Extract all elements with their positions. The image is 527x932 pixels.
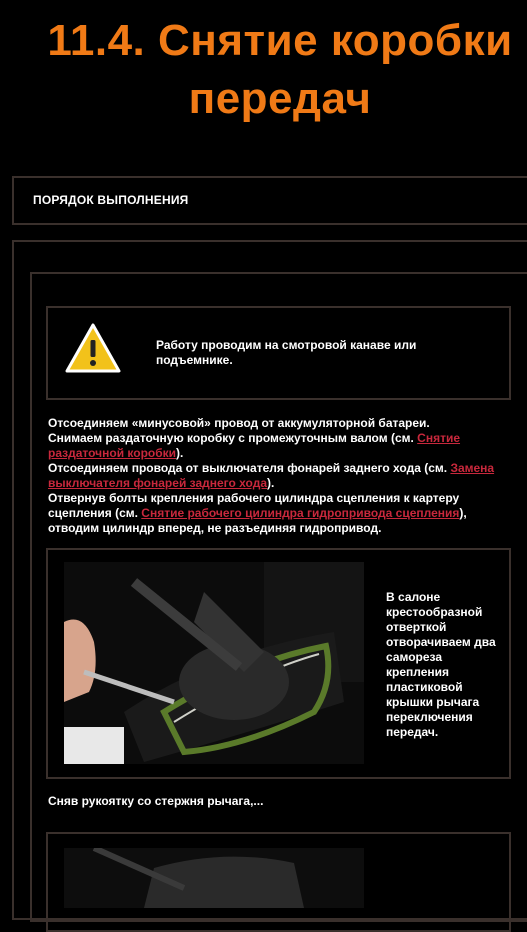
page-title-line1: 11.4. Снятие коробки — [47, 16, 513, 65]
steps-text — [48, 416, 513, 536]
step-2-end: ). — [176, 446, 184, 460]
photo-caption: В салоне крестообразной отверткой отворачиваем два самореза крепления пластиковой крышки рычага переключения передач. — [386, 590, 496, 739]
step-3-end: ). — [267, 476, 275, 490]
step-4-text: Отвернув болты крепления рабочего цилиндра сцепления к картеру сцепления (см. — [48, 491, 460, 520]
link-remove-slave-cylinder[interactable]: Снятие рабочего цилиндра гидропривода сцепления — [141, 506, 460, 520]
step-2-text: Снимаем раздаточную коробку с промежуточным валом (см. — [48, 431, 418, 445]
step-1: Отсоединяем «минусовой» провод от аккумуляторной батареи. — [48, 416, 430, 430]
step-4-end: ), отводим цилиндр вперед, не разъединяя гидропривод. — [48, 506, 467, 535]
step-3-text: Отсоединяем провода от выключателя фонарей заднего хода (см. — [48, 461, 451, 475]
warning-triangle-icon — [64, 322, 122, 374]
link-remove-transfer-case[interactable]: Снятие раздаточной коробки — [48, 431, 461, 460]
order-section-label: ПОРЯДОК ВЫПОЛНЕНИЯ — [33, 193, 189, 207]
step-3 — [48, 461, 513, 491]
gear-lever-boot-photo — [64, 562, 364, 764]
link-replace-reverse-switch[interactable]: Замена выключателя фонарей заднего хода — [48, 461, 495, 490]
lever-boot-photo-2 — [64, 848, 364, 908]
note-text: Работу проводим на смотровой канаве или подъемнике. — [156, 338, 417, 367]
step-4 — [48, 491, 513, 536]
step-2 — [48, 431, 513, 461]
after-photo-text: Сняв рукоятку со стержня рычага,... — [48, 794, 264, 808]
page-title — [0, 12, 527, 128]
page-title-line2: передач — [188, 74, 372, 123]
